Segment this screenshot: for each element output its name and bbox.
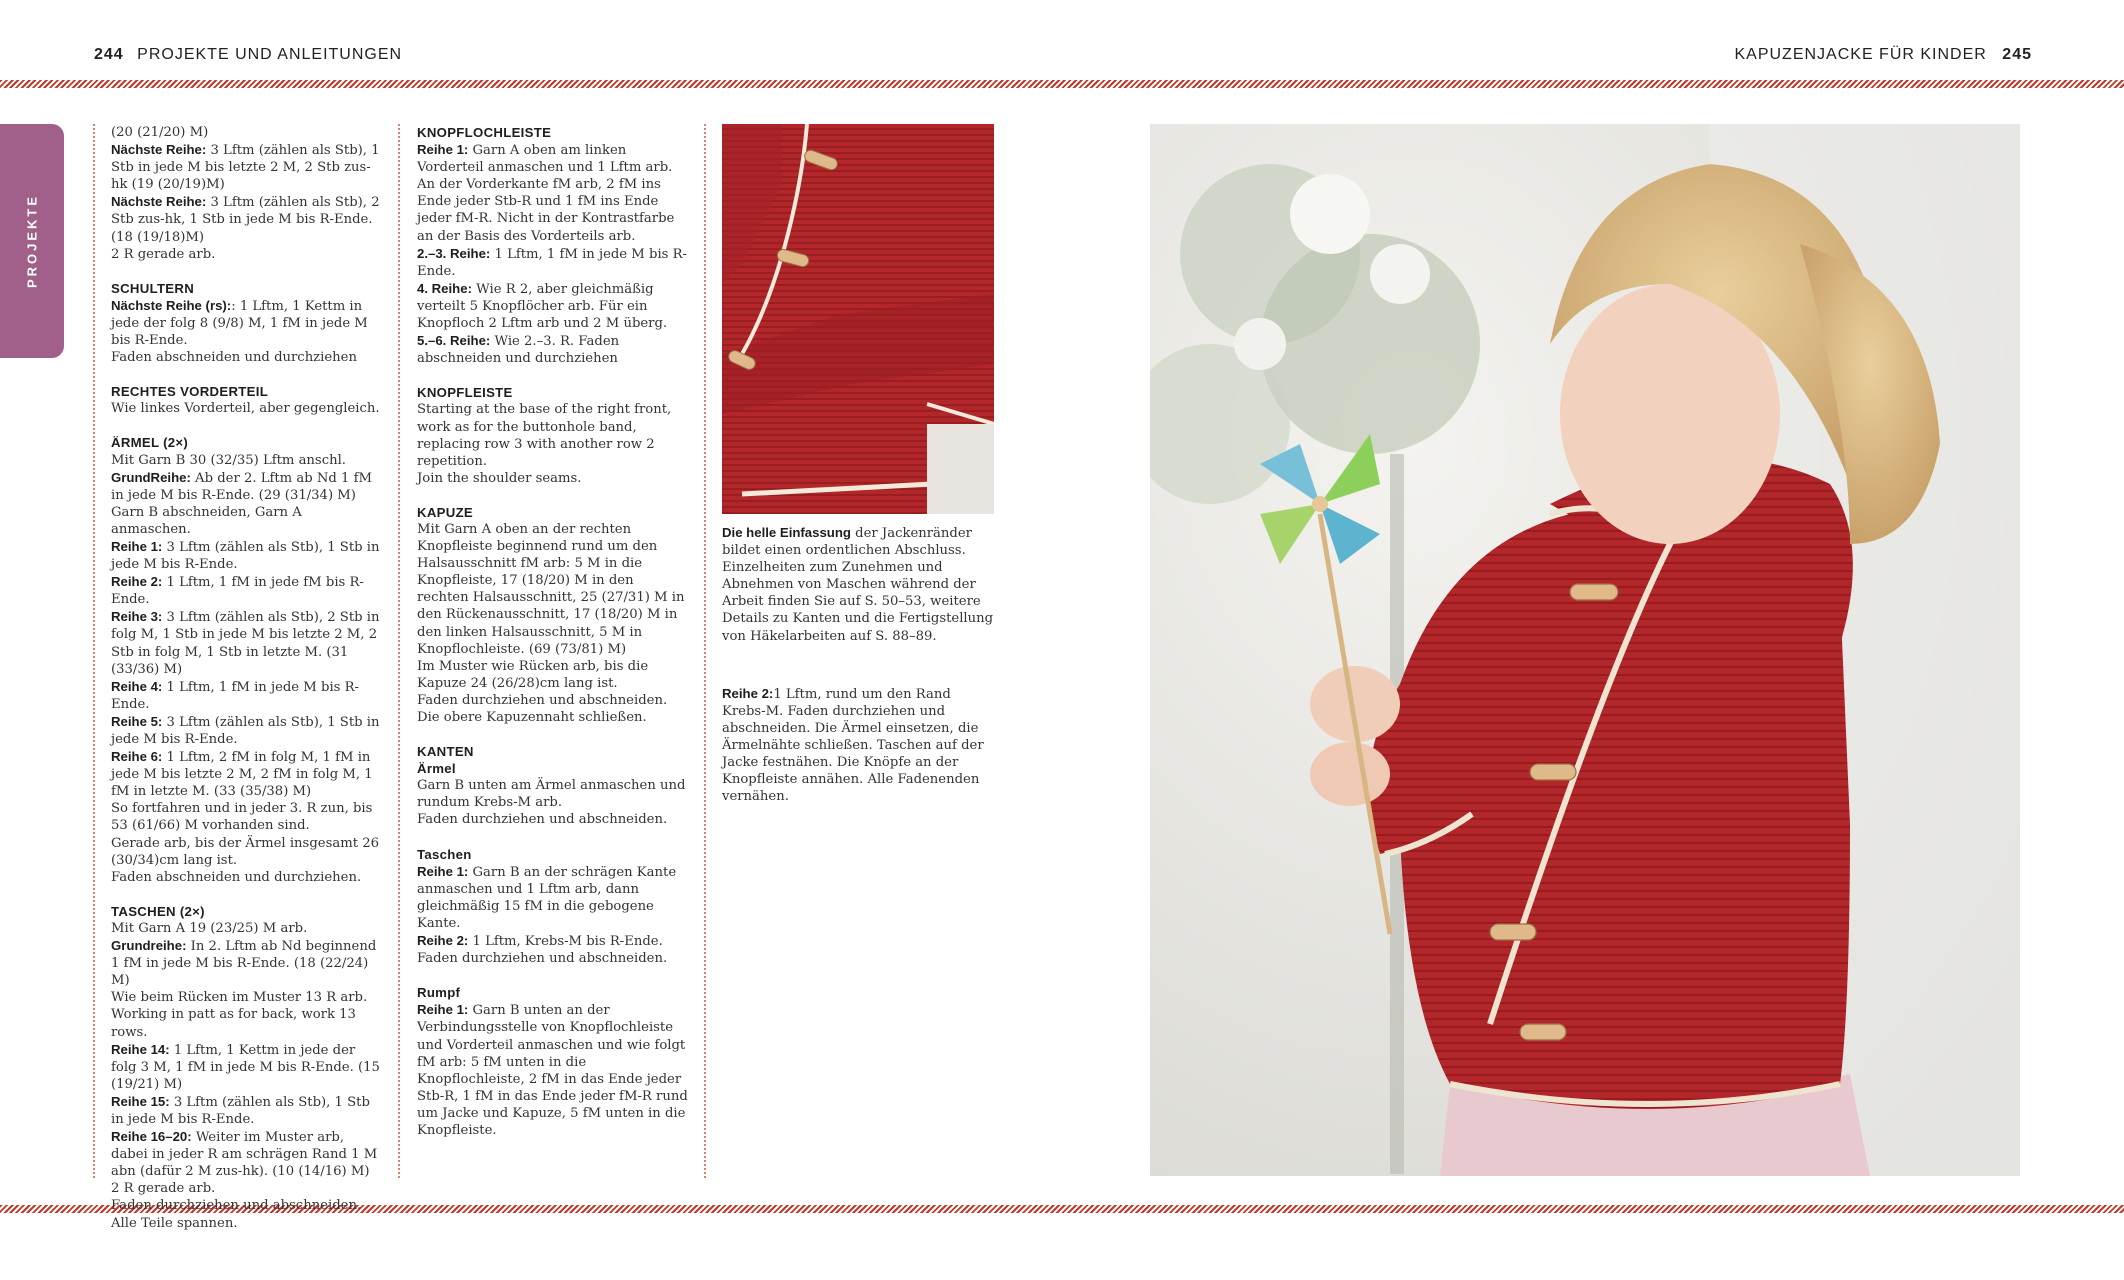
row-label: Grundreihe: [111, 938, 187, 954]
section-side-tab [0, 124, 64, 358]
instructions-column-2 [417, 124, 689, 1156]
text-line: Working in patt as for back, work 13 rows. [111, 1007, 356, 1040]
row-label: Reihe 14: [111, 1041, 170, 1057]
text-line: Faden durchziehen und abschneiden. [417, 812, 668, 828]
section-heading-knopfleiste: KNOPFLEISTE [417, 385, 513, 401]
section-heading-taschen: TASCHEN (2×) [111, 903, 205, 919]
row-text: 1 Lftm, rund um den Rand Krebs-M. Faden durchziehen und abschneiden. Die Ärmel einsetzen, die Ärmelnähte schließen. Taschen auf der Jacke festnähen. Die Knöpfe an der Knopfleiste annähen. Alle Fadenenden vernähen. [722, 686, 984, 805]
text-line: Wie beim Rücken im Muster 13 R arb. [111, 990, 368, 1006]
row-text: Wie 2.–3. R. Faden abschneiden und durchziehen [417, 334, 620, 367]
text-line: 2 R gerade arb. [111, 246, 216, 262]
row-text: 3 Lftm (zählen als Stb), 1 Stb in jede M bis letzte 2 M, 2 Stb zus-hk (19 (20/19)M) [111, 143, 380, 193]
row-label: 4. Reihe: [417, 280, 472, 296]
row-label: Reihe 1: [417, 1002, 469, 1018]
row-label: Nächste Reihe (rs): [111, 297, 232, 313]
row-text: Garn B unten an der Verbindungsstelle von Knopflochleiste und Vorderteil anmaschen und wie folgt fM arb: 5 fM unten in die Knopflochleiste, 2 fM in das Ende jeder Stb-R, 1 fM in das Ende jeder fM-R rund um Jacke und Kapuze, 5 fM unten in die Knopfleiste. [417, 1003, 688, 1138]
right-page-header [1734, 46, 2032, 64]
left-running-title: PROJEKTE UND ANLEITUNGEN [137, 46, 403, 63]
row-text: Wie R 2, aber gleichmäßig verteilt 5 Knopflöcher arb. Für ein Knopfloch 2 Lftm arb und 2 M überg. [417, 281, 668, 332]
text-line: Faden durchziehen und abschneiden. [417, 951, 668, 967]
text-line: (20 (21/20) M) [111, 125, 209, 140]
text-line: Starting at the base of the right front, work as for the buttonhole band, replacing row 3 with another row 2 repetition. [417, 402, 672, 469]
row-text: 3 Lftm (zählen als Stb), 1 Stb in jede M bis R-Ende. [111, 714, 380, 747]
text-line: Garn B abschneiden, Garn A anmaschen. [111, 504, 302, 537]
text-line: Mit Garn B 30 (32/35) Lftm anschl. [111, 452, 346, 468]
row-label: Nächste Reihe: [111, 194, 207, 210]
column-divider-2 [398, 124, 400, 1178]
text-line: Alle Teile spannen. [111, 1215, 238, 1231]
section-heading-kanten: KANTEN [417, 744, 474, 760]
text-line: Mit Garn A oben an der rechten Knopfleiste beginnend rund um den Halsausschnitt fM arb: 5 M in die Knopfleiste, 17 (18/20) M in den rechten Halsausschnitt, 25 (27/31) M in den Rückenausschnitt, 17 (18/20) M in den linken Halsausschnitt, 5 M in Knopflochleiste. (69 (73/81) M) [417, 521, 685, 657]
row-label: Reihe 2: [111, 574, 163, 590]
row-text: Garn A oben am linken Vorderteil anmaschen und 1 Lftm arb. An der Vorderkante fM arb, 2 fM ins Ende jeder Stb-R und 1 fM ins Ende jeder fM-R. Nicht in der Kontrastfarbe an der Basis des Vorderteils arb. [417, 143, 675, 244]
text-line: Mit Garn A 19 (23/25) M arb. [111, 920, 308, 936]
row-text: 3 Lftm (zählen als Stb), 1 Stb in jede M bis R-Ende. [111, 1094, 370, 1127]
text-line: Faden abschneiden und durchziehen [111, 350, 357, 366]
row-label: Reihe 2: [417, 933, 469, 949]
row-text: Ab der 2. Lftm ab Nd 1 fM in jede M bis R-Ende. (29 (31/34) M) [111, 470, 372, 503]
row-label: 2.–3. Reihe: [417, 245, 491, 261]
right-running-title: KAPUZENJACKE FÜR KINDER [1734, 46, 1987, 63]
row-label: 5.–6. Reihe: [417, 333, 491, 349]
row-text: 1 Lftm, 1 Kettm in jede der folg 3 M, 1 fM in jede M bis R-Ende. (15 (19/21) M) [111, 1042, 380, 1092]
text-line: So fortfahren und in jeder 3. R zun, bis 53 (61/66) M vorhanden sind. [111, 801, 373, 834]
row-label: Reihe 2: [722, 685, 774, 701]
row-label: Nächste Reihe: [111, 142, 207, 158]
caption-text: der Jackenränder bildet einen ordentlichen Abschluss. Einzelheiten zum Zunehmen und Abnehmen von Maschen während der Arbeit finden Sie auf S. 50–53, weitere Details zu Kanten und die Fertigstellung von Häkelarbeiten auf S. 88–89. [722, 526, 994, 644]
row-label: GrundReihe: [111, 469, 191, 485]
section-heading-kapuze: KAPUZE [417, 504, 474, 520]
text-line: Join the shoulder seams. [417, 470, 582, 486]
subheading-aermel: Ärmel [417, 761, 456, 777]
subheading-taschen: Taschen [417, 846, 472, 862]
text-line: Die obere Kapuzennaht schließen. [417, 710, 647, 725]
row-text: 1 Lftm, 1 fM in jede M bis R-Ende. [417, 246, 688, 279]
section-heading-knopflochleiste: KNOPFLOCHLEISTE [417, 125, 552, 140]
row-text: 3 Lftm (zählen als Stb), 2 Stb zus-hk, 1 Stb in jede M bis R-Ende. (18 (19/18)M) [111, 195, 380, 245]
section-heading-aermel: ÄRMEL (2×) [111, 435, 189, 451]
left-page-header [94, 46, 402, 64]
row-label: Reihe 1: [111, 538, 163, 554]
text-line: Garn B unten am Ärmel anmaschen und rundum Krebs-M arb. [417, 778, 686, 811]
section-heading-rechtes-vorderteil: RECHTES VORDERTEIL [111, 384, 269, 400]
row-text: 1 Lftm, 1 fM in jede M bis R-Ende. [111, 679, 360, 712]
jacket-detail-photo [722, 124, 994, 514]
row-label: Reihe 5: [111, 713, 163, 729]
text-line: 2 R gerade arb. [111, 1181, 216, 1197]
instructions-column-3 [722, 524, 998, 822]
caption-lead: Die helle Einfassung [722, 525, 851, 540]
text-line: Im Muster wie Rücken arb, bis die Kapuze 24 (26/28)cm lang ist. [417, 658, 649, 691]
row-text: 1 Lftm, 2 fM in folg M, 1 fM in jede M bis letzte 2 M, 2 fM in folg M, 1 fM in letzte M. (33 (35/38) M) [111, 750, 373, 800]
row-text: 1 Lftm, 1 fM in jede fM bis R-Ende. [111, 575, 364, 608]
text-line: Wie linkes Vorderteil, aber gegengleich. [111, 401, 380, 417]
right-page-number: 245 [2002, 46, 2032, 63]
text-line: Faden durchziehen und abschneiden. [111, 1198, 362, 1214]
row-label: Reihe 6: [111, 749, 163, 765]
row-text: 1 Lftm, Krebs-M bis R-Ende. [468, 934, 663, 950]
column-divider-1 [93, 124, 95, 1178]
row-label: Reihe 3: [111, 609, 163, 625]
text-line: Faden abschneiden und durchziehen. [111, 869, 362, 885]
photo-caption [722, 524, 998, 645]
row-text: : 1 Lftm, 1 Kettm in jede der folg 8 (9/8) M, 1 fM in jede M bis R-Ende. [111, 298, 368, 349]
section-heading-schultern: SCHULTERN [111, 280, 195, 296]
row-label: Reihe 16–20: [111, 1129, 192, 1145]
row-text: Weiter im Muster arb, dabei in jeder R am schrägen Rand 1 M abn (dafür 2 M zus-hk). (10 (14/16) M) [111, 1130, 378, 1180]
row-text: Garn B an der schrägen Kante anmaschen und 1 Lftm arb, dann gleichmäßig 15 fM in die gebogene Kante. [417, 864, 677, 931]
text-line: Faden durchziehen und abschneiden. [417, 692, 668, 708]
row-label: Reihe 15: [111, 1093, 170, 1109]
row-label: Reihe 1: [417, 142, 469, 158]
row-label: Reihe 4: [111, 678, 163, 694]
child-in-hooded-jacket-photo [1150, 124, 2020, 1176]
top-decorative-stripe [0, 80, 2124, 88]
subheading-rumpf: Rumpf [417, 985, 461, 1001]
instructions-column-1 [111, 124, 381, 1249]
row-text: In 2. Lftm ab Nd beginnend 1 fM in jede M bis R-Ende. (18 (22/24) M) [111, 939, 377, 989]
text-line: Gerade arb, bis der Ärmel insgesamt 26 (30/34)cm lang ist. [111, 835, 379, 868]
row-text: 3 Lftm (zählen als Stb), 2 Stb in folg M, 1 Stb in jede M bis letzte 2 M, 2 Stb in folg M, 1 Stb in letzte M. (31 (33/36) M) [111, 610, 380, 677]
column-divider-3 [704, 124, 706, 1178]
left-page-number: 244 [94, 46, 124, 63]
row-text: 3 Lftm (zählen als Stb), 1 Stb in jede M bis R-Ende. [111, 539, 380, 573]
section-side-tab-label: PROJEKTE [24, 193, 40, 289]
row-label: Reihe 1: [417, 863, 469, 879]
